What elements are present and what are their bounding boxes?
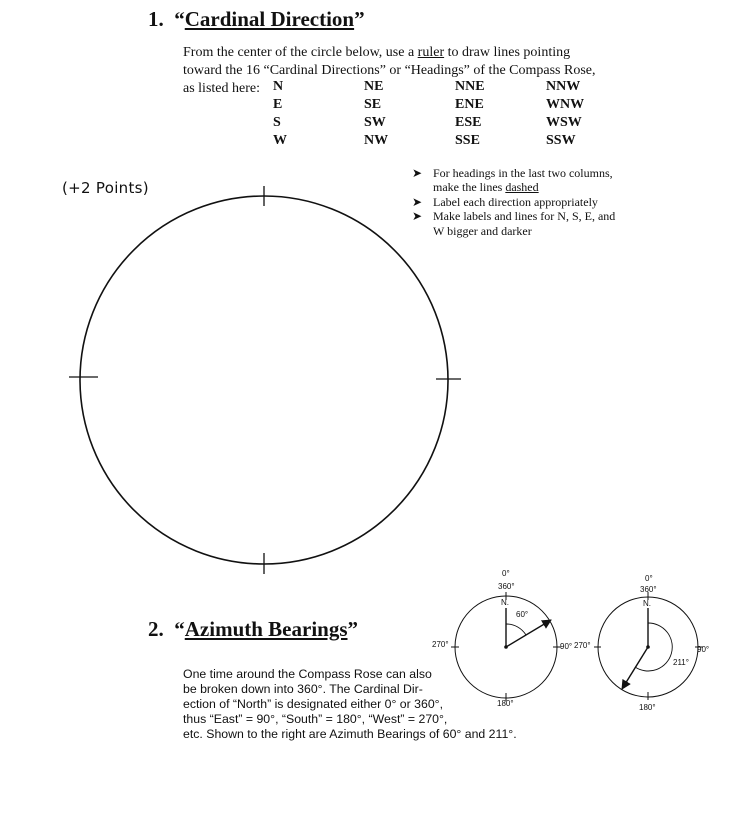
- label-180: 180°: [639, 703, 656, 712]
- section2-title: Azimuth Bearings: [184, 617, 348, 641]
- dir-cell: WSW: [546, 115, 582, 130]
- section2-body-line: thus “East” = 90°, “South” = 180°, “West” = 270°,: [183, 712, 448, 726]
- note-1-dashed-word: dashed: [505, 180, 539, 194]
- section2-title-open-quote: “: [174, 617, 185, 641]
- intro-text-a: From the center of the circle below, use a: [183, 45, 418, 60]
- note-bullet-icon: ➤: [412, 195, 423, 209]
- dir-cell: ENE: [455, 97, 484, 112]
- note-1-text: make the lines: [433, 180, 506, 194]
- dir-cell: W: [273, 133, 287, 148]
- label-90: 90°: [697, 645, 710, 654]
- intro-ruler-word: ruler: [417, 45, 445, 60]
- label-north: N.: [501, 598, 509, 607]
- label-0: 0°: [645, 574, 653, 583]
- dir-cell: ESE: [455, 115, 482, 130]
- bearing-arrow: [506, 620, 551, 647]
- dir-cell: E: [273, 97, 283, 112]
- note-3-line2: W bigger and darker: [433, 224, 532, 238]
- label-180: 180°: [497, 699, 514, 708]
- dir-cell: S: [273, 115, 281, 130]
- label-90: 90°: [560, 642, 573, 651]
- label-north: N.: [643, 599, 651, 608]
- note-bullet-icon: ➤: [412, 166, 423, 180]
- section2-body-line: One time around the Compass Rose can also: [183, 667, 432, 681]
- section1-title: Cardinal Direction: [184, 7, 355, 31]
- dir-cell: NNW: [546, 79, 581, 94]
- angle-arc: [635, 623, 672, 671]
- label-270: 270°: [432, 640, 449, 649]
- section1-number: 1.: [148, 7, 164, 31]
- label-270: 270°: [574, 641, 591, 650]
- section1-intro-line3: as listed here:: [183, 81, 260, 96]
- section2-body-line: etc. Shown to the right are Azimuth Bearings of 60° and 211°.: [183, 727, 517, 741]
- note-bullet-icon: ➤: [412, 209, 423, 223]
- label-360: 360°: [498, 582, 515, 591]
- dir-cell: SE: [364, 97, 382, 112]
- azimuth-diagram-211: [574, 574, 709, 712]
- section2-body-line: be broken down into 360°. The Cardinal Dir-: [183, 682, 423, 696]
- section2-number: 2.: [148, 617, 164, 641]
- center-dot: [646, 645, 650, 649]
- label-360: 360°: [640, 585, 657, 594]
- section1-title-close-quote: ”: [354, 7, 365, 31]
- section2-body-line: ection of “North” is designated either 0° or 360°,: [183, 697, 444, 711]
- dir-cell: SSE: [455, 133, 480, 148]
- angle-arc: [506, 624, 526, 635]
- bearing-arrow: [622, 647, 648, 689]
- dir-cell: SW: [364, 115, 386, 130]
- dir-cell: N: [273, 79, 284, 94]
- points-annotation: (+2 Points): [62, 179, 149, 197]
- center-dot: [504, 645, 508, 649]
- dir-cell: SSW: [546, 133, 576, 148]
- dir-cell: WNW: [546, 97, 585, 112]
- section1-title-open-quote: “: [174, 7, 185, 31]
- azimuth-diagram-60: [432, 569, 572, 708]
- note-3-line1: Make labels and lines for N, S, E, and: [433, 209, 616, 223]
- intro-text-b: to draw lines pointing: [444, 45, 571, 60]
- label-angle: 60°: [516, 610, 529, 619]
- note-2: Label each direction appropriately: [433, 195, 598, 209]
- label-0: 0°: [502, 569, 510, 578]
- dir-cell: NW: [364, 133, 389, 148]
- note-1-line1: For headings in the last two columns,: [433, 166, 613, 180]
- section2-title-close-quote: ”: [347, 617, 358, 641]
- section1-intro-line2: toward the 16 “Cardinal Directions” or “Headings” of the Compass Rose,: [183, 63, 596, 78]
- dir-cell: NNE: [455, 79, 485, 94]
- dir-cell: NE: [364, 79, 384, 94]
- label-angle: 211°: [673, 658, 689, 667]
